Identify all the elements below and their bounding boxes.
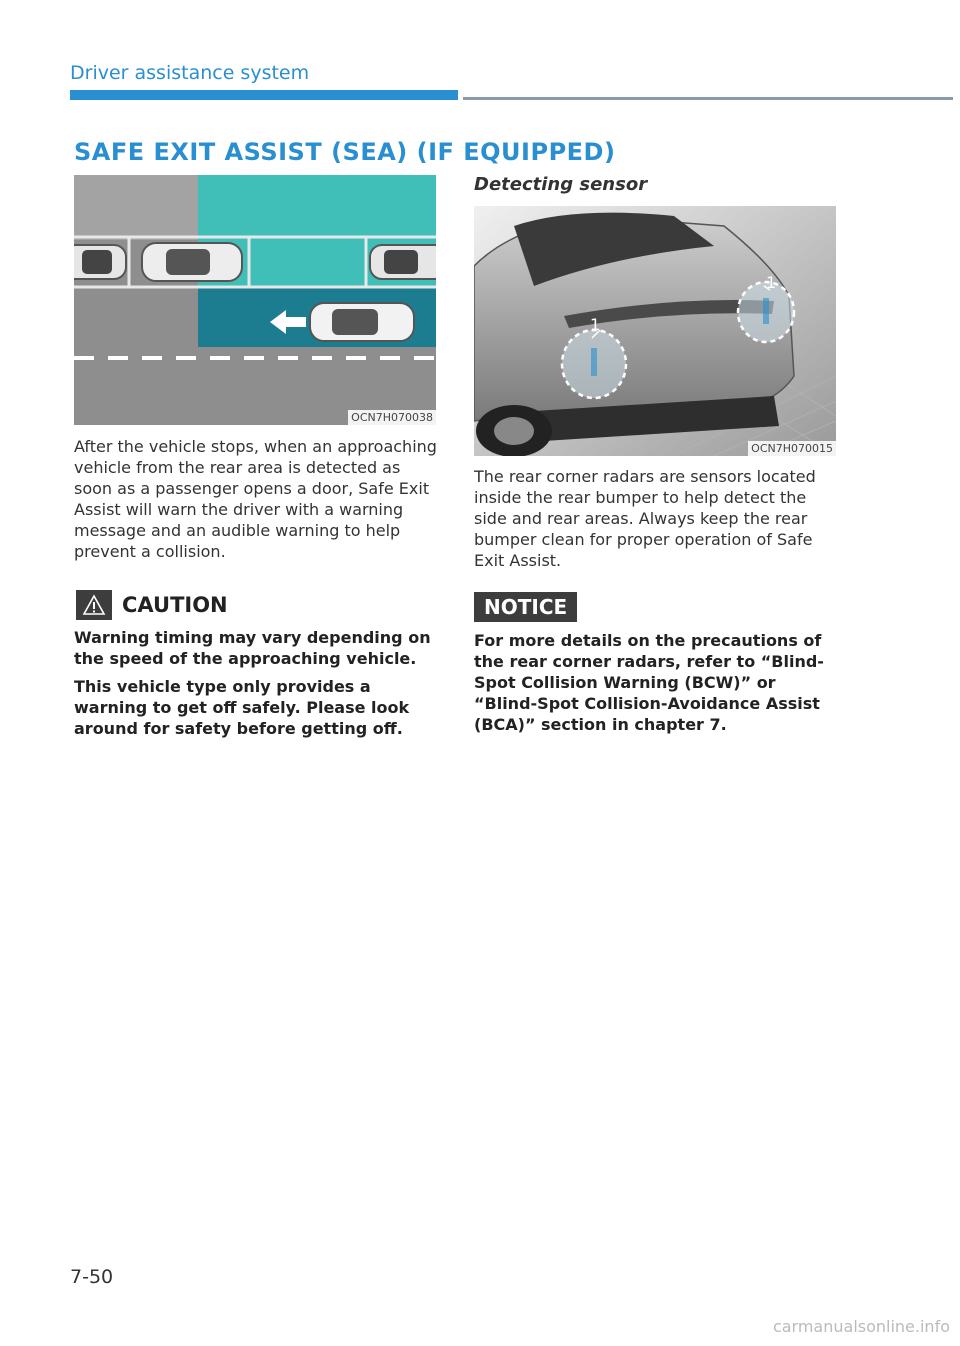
parked-car-right xyxy=(370,245,436,279)
caution-paragraph-2: This vehicle type only provides a warning to get off safely. Please look around for safety before getting off. xyxy=(74,677,410,738)
approaching-car xyxy=(310,303,414,341)
page-title: SAFE EXIT ASSIST (SEA) (IF EQUIPPED) xyxy=(74,138,616,166)
section-header: Driver assistance system xyxy=(70,62,310,84)
figure-code-left: OCN7H070038 xyxy=(348,410,436,425)
sea-description: After the vehicle stops, when an approaching vehicle from the rear area is detected as soon as a passenger opens a door, Safe Exit Assist will warn the driver with a warning message and an audible warning to help prevent a collision. xyxy=(74,437,437,561)
notice-badge: NOTICE xyxy=(474,592,577,622)
caution-paragraph-1: Warning timing may vary depending on the speed of the approaching vehicle. xyxy=(74,628,431,668)
page-number: 7-50 xyxy=(70,1266,114,1288)
header-bar-rule xyxy=(463,97,953,100)
parked-car-center xyxy=(142,243,242,281)
sensor-description: The rear corner radars are sensors located inside the rear bumper to help detect the side and rear areas. Always keep the rear bumper clean for proper operation of Safe Exit Assist. xyxy=(474,467,816,570)
figure-code-right: OCN7H070015 xyxy=(748,441,836,456)
warning-triangle-icon xyxy=(76,590,112,620)
callout-label-right: 1 xyxy=(766,273,777,292)
parked-car-left xyxy=(74,245,126,279)
sensor-illustration xyxy=(474,206,836,456)
sensor-scene xyxy=(474,206,836,456)
watermark: carmanualsonline.info xyxy=(772,1317,950,1336)
callout-label-left: 1 xyxy=(590,315,601,334)
caution-title: CAUTION xyxy=(122,593,228,617)
parking-illustration xyxy=(74,175,436,425)
header-bar-accent xyxy=(70,90,458,100)
caution-heading xyxy=(76,590,228,620)
detecting-sensor-heading: Detecting sensor xyxy=(474,174,648,195)
parking-scene xyxy=(74,175,436,425)
radar-zone-left xyxy=(562,330,626,398)
notice-text: For more details on the precautions of the rear corner radars, refer to “Blind-Spot Collision Warning (BCW)” or “Blind-Spot Collision-Avoidance Assist (BCA)” section in chapter 7. xyxy=(474,631,824,734)
